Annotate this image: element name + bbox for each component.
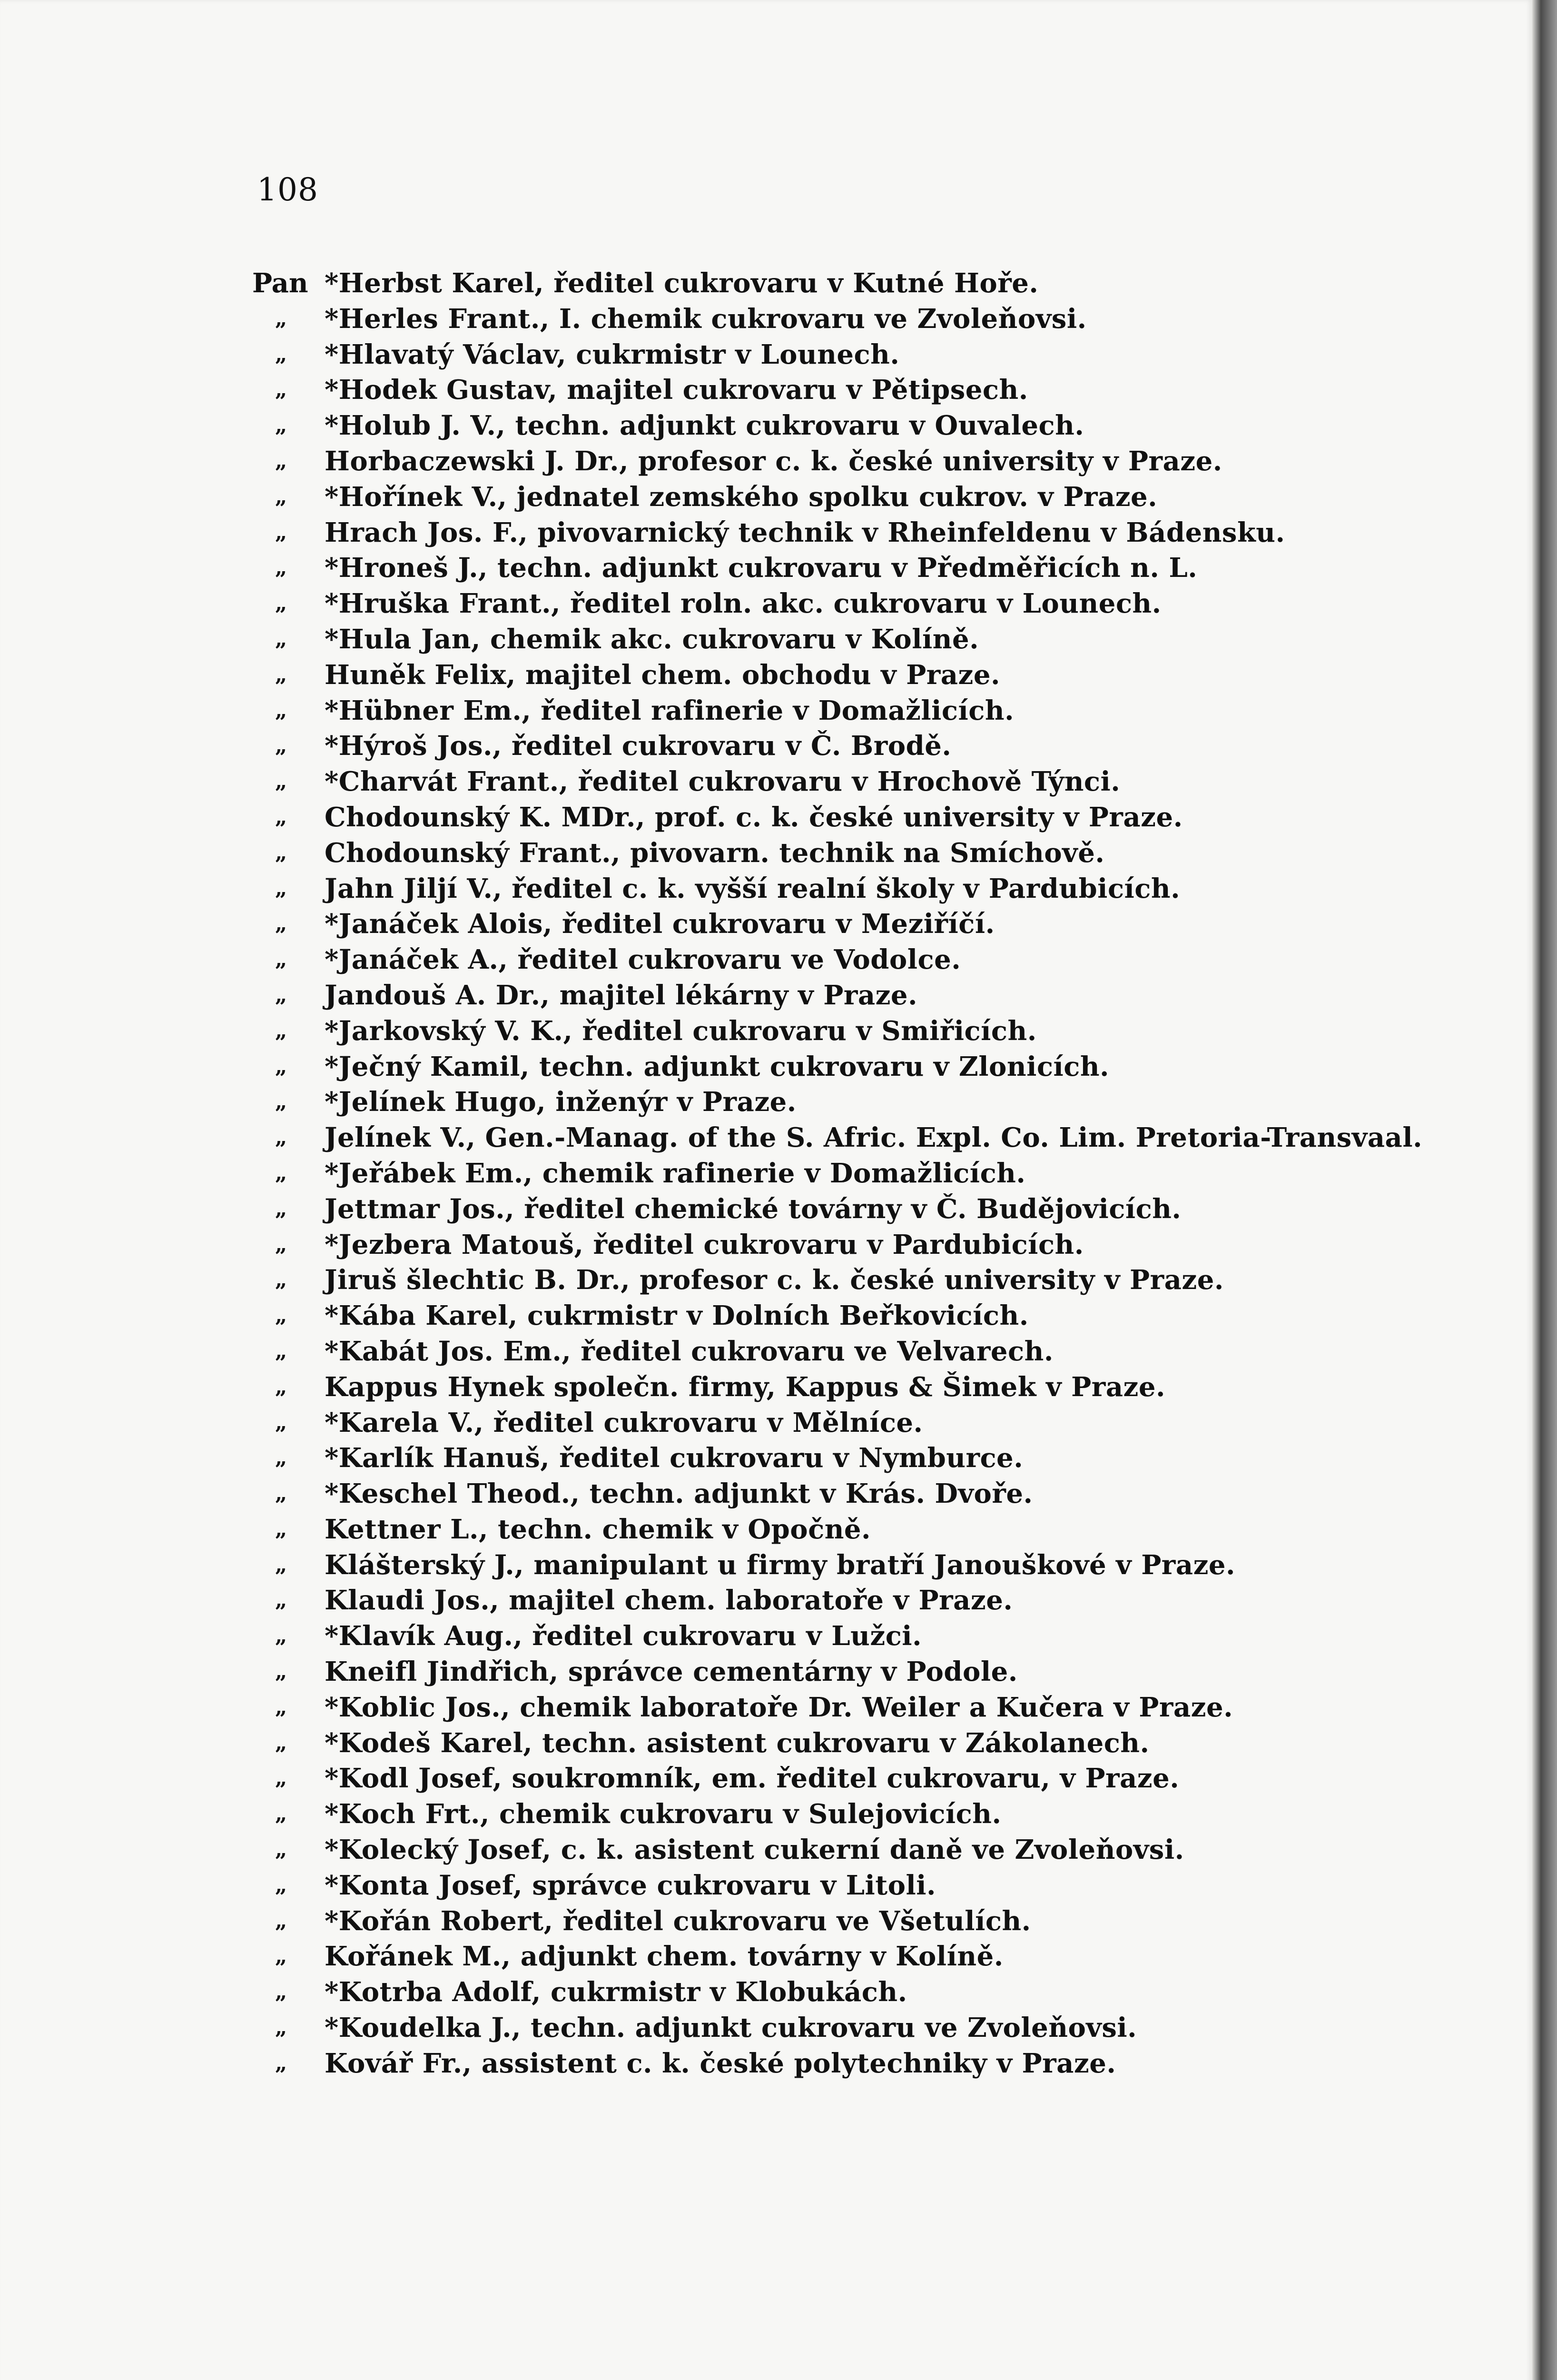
ditto-mark: „ xyxy=(275,1517,287,1541)
list-item xyxy=(252,444,1409,479)
page-number: 108 xyxy=(257,171,318,208)
list-item xyxy=(252,871,1409,907)
member-entry: *Keschel Theod., techn. adjunkt v Krás. Dvoře. xyxy=(325,1478,1033,1510)
ditto-mark: „ xyxy=(275,1090,287,1114)
member-entry: Kneifl Jindřich, správce cementárny v Podole. xyxy=(325,1656,1018,1688)
member-entry: *Jeřábek Em., chemik rafinerie v Domažlicích. xyxy=(325,1157,1026,1189)
list-item xyxy=(252,408,1409,444)
page-edge xyxy=(1532,0,1557,2380)
list-item xyxy=(252,1405,1409,1441)
list-item xyxy=(252,301,1409,337)
member-entry: *Kotrba Adolf, cukrmistr v Klobukách. xyxy=(325,1976,907,2008)
ditto-mark: „ xyxy=(275,2015,287,2040)
list-item xyxy=(252,1832,1409,1868)
ditto-mark: „ xyxy=(275,1232,287,1257)
member-entry: *Karlík Hanuš, ředitel cukrovaru v Nymburce. xyxy=(325,1442,1024,1474)
list-item xyxy=(252,1156,1409,1191)
member-entry: Kořánek M., adjunkt chem. továrny v Kolíně. xyxy=(325,1941,1004,1973)
list-item xyxy=(252,1013,1409,1049)
member-entry: *Ječný Kamil, techn. adjunkt cukrovaru v Zlonicích. xyxy=(325,1051,1110,1082)
ditto-mark: „ xyxy=(275,1054,287,1079)
list-item xyxy=(252,1726,1409,1761)
ditto-mark: „ xyxy=(275,769,287,794)
list-item xyxy=(252,550,1409,586)
list-item xyxy=(252,1654,1409,1690)
member-entry: Kappus Hynek společn. firmy, Kappus & Šimek v Praze. xyxy=(325,1371,1165,1403)
list-item xyxy=(252,266,1409,301)
ditto-mark: „ xyxy=(275,912,287,936)
list-item xyxy=(252,693,1409,729)
list-item xyxy=(252,942,1409,978)
member-entry: *Herles Frant., I. chemik cukrovaru ve Zvoleňovsi. xyxy=(325,303,1087,335)
ditto-mark: „ xyxy=(275,840,287,865)
ditto-mark: „ xyxy=(275,413,287,438)
ditto-mark: „ xyxy=(275,1374,287,1399)
member-entry: Chodounský Frant., pivovarn. technik na Smíchově. xyxy=(325,837,1105,869)
list-item xyxy=(252,2046,1409,2082)
list-item xyxy=(252,1974,1409,2010)
member-entry: *Hodek Gustav, majitel cukrovaru v Pětipsech. xyxy=(325,374,1028,406)
member-entry: *Holub J. V., techn. adjunkt cukrovaru v Ouvalech. xyxy=(325,410,1084,442)
member-entry: Klášterský J., manipulant u firmy bratří Janouškové v Praze. xyxy=(325,1549,1236,1581)
list-item xyxy=(252,728,1409,764)
ditto-mark: „ xyxy=(275,1766,287,1791)
list-item xyxy=(252,1440,1409,1476)
ditto-mark: „ xyxy=(275,662,287,687)
list-item xyxy=(252,835,1409,871)
member-entry: Kettner L., techn. chemik v Opočně. xyxy=(325,1513,871,1545)
ditto-mark: „ xyxy=(275,448,287,473)
ditto-mark: „ xyxy=(275,982,287,1007)
ditto-mark: „ xyxy=(275,591,287,616)
ditto-mark: „ xyxy=(275,1624,287,1648)
ditto-mark: „ xyxy=(275,1446,287,1470)
member-list xyxy=(252,266,1423,2082)
list-item xyxy=(252,1796,1409,1832)
member-entry: *Herbst Karel, ředitel cukrovaru v Kutné Hoře. xyxy=(325,268,1039,299)
ditto-mark: „ xyxy=(275,1018,287,1043)
member-entry: *Kořán Robert, ředitel cukrovaru ve Všetulích. xyxy=(325,1905,1031,1937)
member-entry: Hrach Jos. F., pivovarnický technik v Rheinfeldenu v Bádensku. xyxy=(325,516,1285,548)
member-entry: *Hula Jan, chemik akc. cukrovaru v Kolíně. xyxy=(325,623,979,655)
list-item xyxy=(252,906,1409,942)
ditto-mark: „ xyxy=(275,1552,287,1577)
ditto-mark: „ xyxy=(275,1125,287,1150)
list-item xyxy=(252,372,1409,408)
list-item xyxy=(252,1618,1409,1654)
ditto-mark: „ xyxy=(275,1339,287,1363)
member-entry: Kovář Fr., assistent c. k. české polytechniky v Praze. xyxy=(325,2047,1116,2079)
member-entry: Horbaczewski J. Dr., profesor c. k. české university v Praze. xyxy=(325,445,1222,477)
member-entry: *Jezbera Matouš, ředitel cukrovaru v Pardubicích. xyxy=(325,1229,1084,1260)
member-entry: *Hruška Frant., ředitel roln. akc. cukrovaru v Lounech. xyxy=(325,588,1162,620)
list-item xyxy=(252,657,1409,693)
ditto-mark: „ xyxy=(275,804,287,829)
list-item xyxy=(252,1939,1409,1974)
ditto-mark: „ xyxy=(275,626,287,651)
list-item xyxy=(252,1262,1409,1298)
ditto-mark: „ xyxy=(275,1837,287,1862)
member-entry: Chodounský K. MDr., prof. c. k. české university v Praze. xyxy=(325,801,1183,833)
ditto-mark: „ xyxy=(275,1410,287,1435)
list-item xyxy=(252,1227,1409,1263)
ditto-mark: „ xyxy=(275,1695,287,1719)
member-entry: *Kolecký Josef, c. k. asistent cukerní daně ve Zvoleňovsi. xyxy=(325,1834,1184,1866)
ditto-mark: „ xyxy=(275,520,287,545)
list-item xyxy=(252,1904,1409,1939)
list-item xyxy=(252,1476,1409,1512)
member-entry: *Koch Frt., chemik cukrovaru v Sulejovicích. xyxy=(325,1798,1002,1830)
member-entry: Huněk Felix, majitel chem. obchodu v Praze. xyxy=(325,659,1000,691)
list-item xyxy=(252,2010,1409,2046)
member-entry: *Kodeš Karel, techn. asistent cukrovaru v Zákolanech. xyxy=(325,1727,1150,1759)
member-entry: Jahn Jiljí V., ředitel c. k. vyšší realní školy v Pardubicích. xyxy=(325,873,1181,904)
list-item xyxy=(252,337,1409,373)
list-item xyxy=(252,1512,1409,1547)
ditto-mark: „ xyxy=(275,1802,287,1826)
ditto-mark: „ xyxy=(275,1873,287,1897)
list-item xyxy=(252,1690,1409,1726)
member-entry: Jelínek V., Gen.-Manag. of the S. Afric. Expl. Co. Lim. Pretoria-Transvaal. xyxy=(325,1122,1423,1154)
ditto-mark: „ xyxy=(275,1659,287,1684)
salutation-prefix: Pan xyxy=(252,268,308,299)
ditto-mark: „ xyxy=(275,306,287,331)
ditto-mark: „ xyxy=(275,1588,287,1613)
list-item xyxy=(252,1120,1423,1156)
list-item xyxy=(252,1334,1409,1369)
member-entry: Jettmar Jos., ředitel chemické továrny v Č. Budějovicích. xyxy=(325,1193,1182,1225)
member-entry: *Hořínek V., jednatel zemského spolku cukrov. v Praze. xyxy=(325,481,1158,513)
ditto-mark: „ xyxy=(275,377,287,402)
member-entry: *Janáček Alois, ředitel cukrovaru v Meziříčí. xyxy=(325,908,995,940)
ditto-mark: „ xyxy=(275,484,287,509)
list-item xyxy=(252,1049,1409,1085)
ditto-mark: „ xyxy=(275,1268,287,1292)
member-entry: *Klavík Aug., ředitel cukrovaru v Lužci. xyxy=(325,1620,922,1652)
list-item xyxy=(252,1868,1409,1904)
member-entry: *Koudelka J., techn. adjunkt cukrovaru ve Zvoleňovsi. xyxy=(325,2012,1137,2044)
member-entry: *Jelínek Hugo, inženýr v Praze. xyxy=(325,1086,797,1118)
list-item xyxy=(252,1084,1409,1120)
member-entry: *Karela V., ředitel cukrovaru v Mělníce. xyxy=(325,1407,923,1438)
member-entry: *Hlavatý Václav, cukrmistr v Lounech. xyxy=(325,338,900,370)
list-item xyxy=(252,622,1409,657)
list-item xyxy=(252,1761,1409,1796)
ditto-mark: „ xyxy=(275,698,287,723)
ditto-mark: „ xyxy=(275,1196,287,1221)
ditto-mark: „ xyxy=(275,876,287,901)
ditto-mark: „ xyxy=(275,1980,287,2004)
ditto-mark: „ xyxy=(275,1160,287,1185)
ditto-mark: „ xyxy=(275,734,287,758)
list-item xyxy=(252,764,1409,800)
member-entry: *Charvát Frant., ředitel cukrovaru v Hrochově Týnci. xyxy=(325,766,1121,798)
member-entry: *Jarkovský V. K., ředitel cukrovaru v Smiřicích. xyxy=(325,1015,1037,1047)
member-entry: *Hroneš J., techn. adjunkt cukrovaru v Předměřicích n. L. xyxy=(325,552,1198,584)
ditto-mark: „ xyxy=(275,1944,287,1969)
member-entry: Klaudi Jos., majitel chem. laboratoře v Praze. xyxy=(325,1585,1013,1616)
ditto-mark: „ xyxy=(275,1303,287,1328)
member-entry: Jiruš šlechtic B. Dr., profesor c. k. české university v Praze. xyxy=(325,1264,1224,1296)
ditto-mark: „ xyxy=(275,947,287,972)
member-entry: *Janáček A., ředitel cukrovaru ve Vodolce. xyxy=(325,944,961,976)
list-item xyxy=(252,1369,1409,1405)
ditto-mark: „ xyxy=(275,1908,287,1933)
ditto-mark: „ xyxy=(275,342,287,367)
list-item xyxy=(252,479,1409,515)
list-item xyxy=(252,800,1409,835)
list-item xyxy=(252,1191,1409,1227)
list-item xyxy=(252,978,1409,1013)
list-item xyxy=(252,1583,1409,1618)
ditto-mark: „ xyxy=(275,1730,287,1755)
member-entry: *Kába Karel, cukrmistr v Dolních Beřkovicích. xyxy=(325,1300,1029,1332)
ditto-mark: „ xyxy=(275,2051,287,2075)
list-item xyxy=(252,586,1409,622)
member-entry: *Koblic Jos., chemik laboratoře Dr. Weiler a Kučera v Praze. xyxy=(325,1691,1233,1723)
member-entry: *Kodl Josef, soukromník, em. ředitel cukrovaru, v Praze. xyxy=(325,1763,1180,1795)
member-entry: *Hýroš Jos., ředitel cukrovaru v Č. Brodě. xyxy=(325,730,952,762)
member-entry: *Konta Josef, správce cukrovaru v Litoli. xyxy=(325,1869,936,1901)
member-entry: *Hübner Em., ředitel rafinerie v Domažlicích. xyxy=(325,694,1015,726)
list-item xyxy=(252,515,1409,551)
member-entry: *Kabát Jos. Em., ředitel cukrovaru ve Velvarech. xyxy=(325,1335,1054,1367)
ditto-mark: „ xyxy=(275,1481,287,1506)
list-item xyxy=(252,1298,1409,1334)
member-entry: Jandouš A. Dr., majitel lékárny v Praze. xyxy=(325,979,918,1011)
list-item xyxy=(252,1547,1409,1583)
ditto-mark: „ xyxy=(275,555,287,580)
